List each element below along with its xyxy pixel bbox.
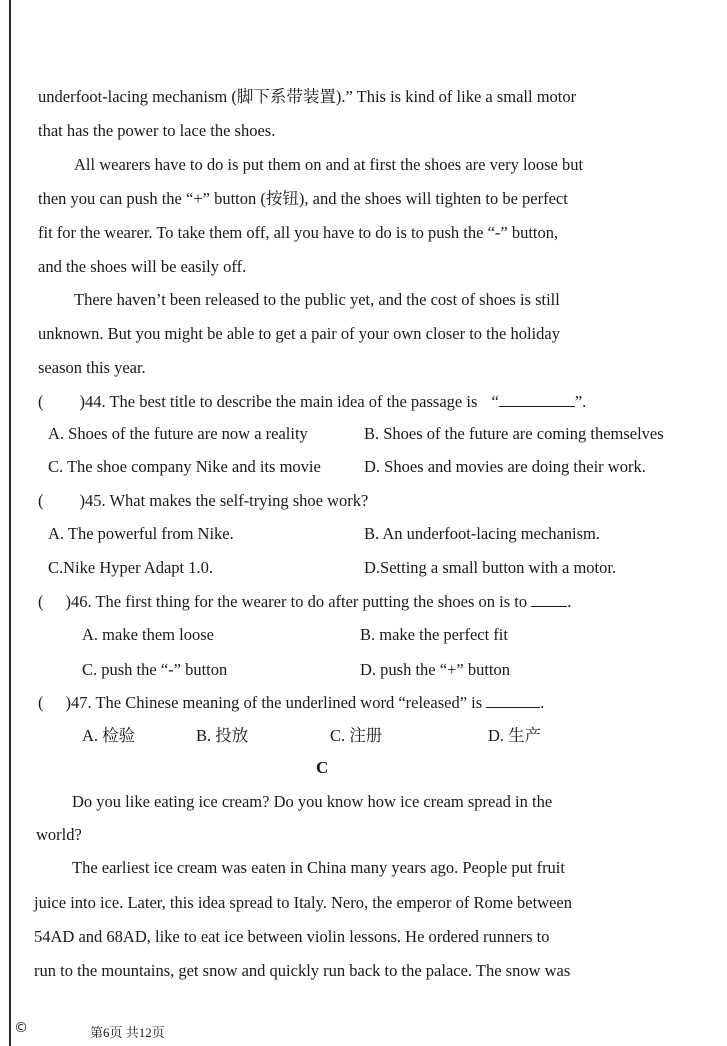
question-stem: 44. The best title to describe the main idea of the passage is bbox=[85, 392, 478, 411]
question-45 bbox=[38, 491, 368, 511]
option-b: B. 投放 bbox=[196, 726, 249, 745]
answer-paren-close: ) bbox=[65, 693, 71, 712]
question-stem: 47. The Chinese meaning of the underlined word “released” is bbox=[71, 693, 483, 712]
question-44 bbox=[38, 392, 586, 412]
passage-line: then you can push the “+” button (按钮), and the shoes will tighten to be perfect bbox=[38, 189, 568, 208]
answer-blank[interactable] bbox=[531, 592, 567, 607]
passage-line: The earliest ice cream was eaten in China many years ago. People put fruit bbox=[72, 858, 565, 877]
option-d: D. Shoes and movies are doing their work. bbox=[364, 457, 646, 476]
passage-line: There haven’t been released to the public yet, and the cost of shoes is still bbox=[74, 290, 560, 309]
passage-line: season this year. bbox=[38, 358, 146, 377]
passage-line: fit for the wearer. To take them off, all you have to do is to push the “-” button, bbox=[38, 223, 559, 242]
question-46 bbox=[38, 592, 571, 612]
passage-line: that has the power to lace the shoes. bbox=[38, 121, 276, 140]
passage-line: underfoot-lacing mechanism (脚下系带装置).” This is kind of like a small motor bbox=[38, 87, 577, 106]
option-a: A. make them loose bbox=[82, 625, 214, 644]
question-stem: 45. What makes the self-trying shoe work? bbox=[85, 491, 369, 510]
passage-line: world? bbox=[36, 825, 82, 844]
option-c: C. 注册 bbox=[330, 726, 383, 745]
option-b: B. An underfoot-lacing mechanism. bbox=[364, 524, 600, 543]
option-a: A. Shoes of the future are now a reality bbox=[48, 424, 308, 443]
passage-line: and the shoes will be easily off. bbox=[38, 257, 247, 276]
answer-paren-open: ( bbox=[38, 693, 44, 712]
passage-line: unknown. But you might be able to get a pair of your own closer to the holiday bbox=[38, 324, 560, 343]
passage-line: 54AD and 68AD, like to eat ice between violin lessons. He ordered runners to bbox=[34, 927, 550, 946]
copyright-icon: © bbox=[14, 1020, 28, 1036]
question-47 bbox=[38, 693, 544, 713]
quote-close: ”. bbox=[574, 392, 587, 411]
option-a: A. The powerful from Nike. bbox=[48, 524, 234, 543]
page-number: 第6页 共12页 bbox=[90, 1025, 165, 1040]
answer-paren-open: ( bbox=[38, 592, 44, 611]
option-d: D.Setting a small button with a motor. bbox=[364, 558, 617, 577]
option-b: B. make the perfect fit bbox=[360, 625, 508, 644]
option-b: B. Shoes of the future are coming themselves bbox=[364, 424, 664, 443]
passage-line: All wearers have to do is put them on and at first the shoes are very loose but bbox=[74, 155, 584, 174]
option-a: A. 检验 bbox=[82, 726, 136, 745]
answer-paren-close: ) bbox=[79, 392, 85, 411]
answer-paren-close: ) bbox=[79, 491, 85, 510]
quote-open: “ bbox=[491, 392, 499, 411]
answer-paren-open: ( bbox=[38, 392, 44, 411]
option-c: C.Nike Hyper Adapt 1.0. bbox=[48, 558, 213, 577]
option-d: D. push the “+” button bbox=[360, 660, 510, 679]
passage-line: run to the mountains, get snow and quickly run back to the palace. The snow was bbox=[34, 961, 571, 980]
option-c: C. push the “-” button bbox=[82, 660, 228, 679]
option-d: D. 生产 bbox=[488, 726, 542, 745]
passage-line: Do you like eating ice cream? Do you know how ice cream spread in the bbox=[72, 792, 553, 811]
answer-paren-close: ) bbox=[65, 592, 71, 611]
passage-line: juice into ice. Later, this idea spread to Italy. Nero, the emperor of Rome between bbox=[34, 893, 572, 912]
answer-blank[interactable] bbox=[486, 693, 540, 708]
section-heading: C bbox=[316, 758, 329, 777]
option-c: C. The shoe company Nike and its movie bbox=[48, 457, 321, 476]
answer-blank[interactable] bbox=[499, 392, 575, 407]
left-margin-line bbox=[9, 0, 11, 1046]
question-stem: 46. The first thing for the wearer to do after putting the shoes on is to bbox=[71, 592, 528, 611]
question-end: . bbox=[540, 693, 545, 712]
question-end: . bbox=[567, 592, 572, 611]
answer-paren-open: ( bbox=[38, 491, 44, 510]
